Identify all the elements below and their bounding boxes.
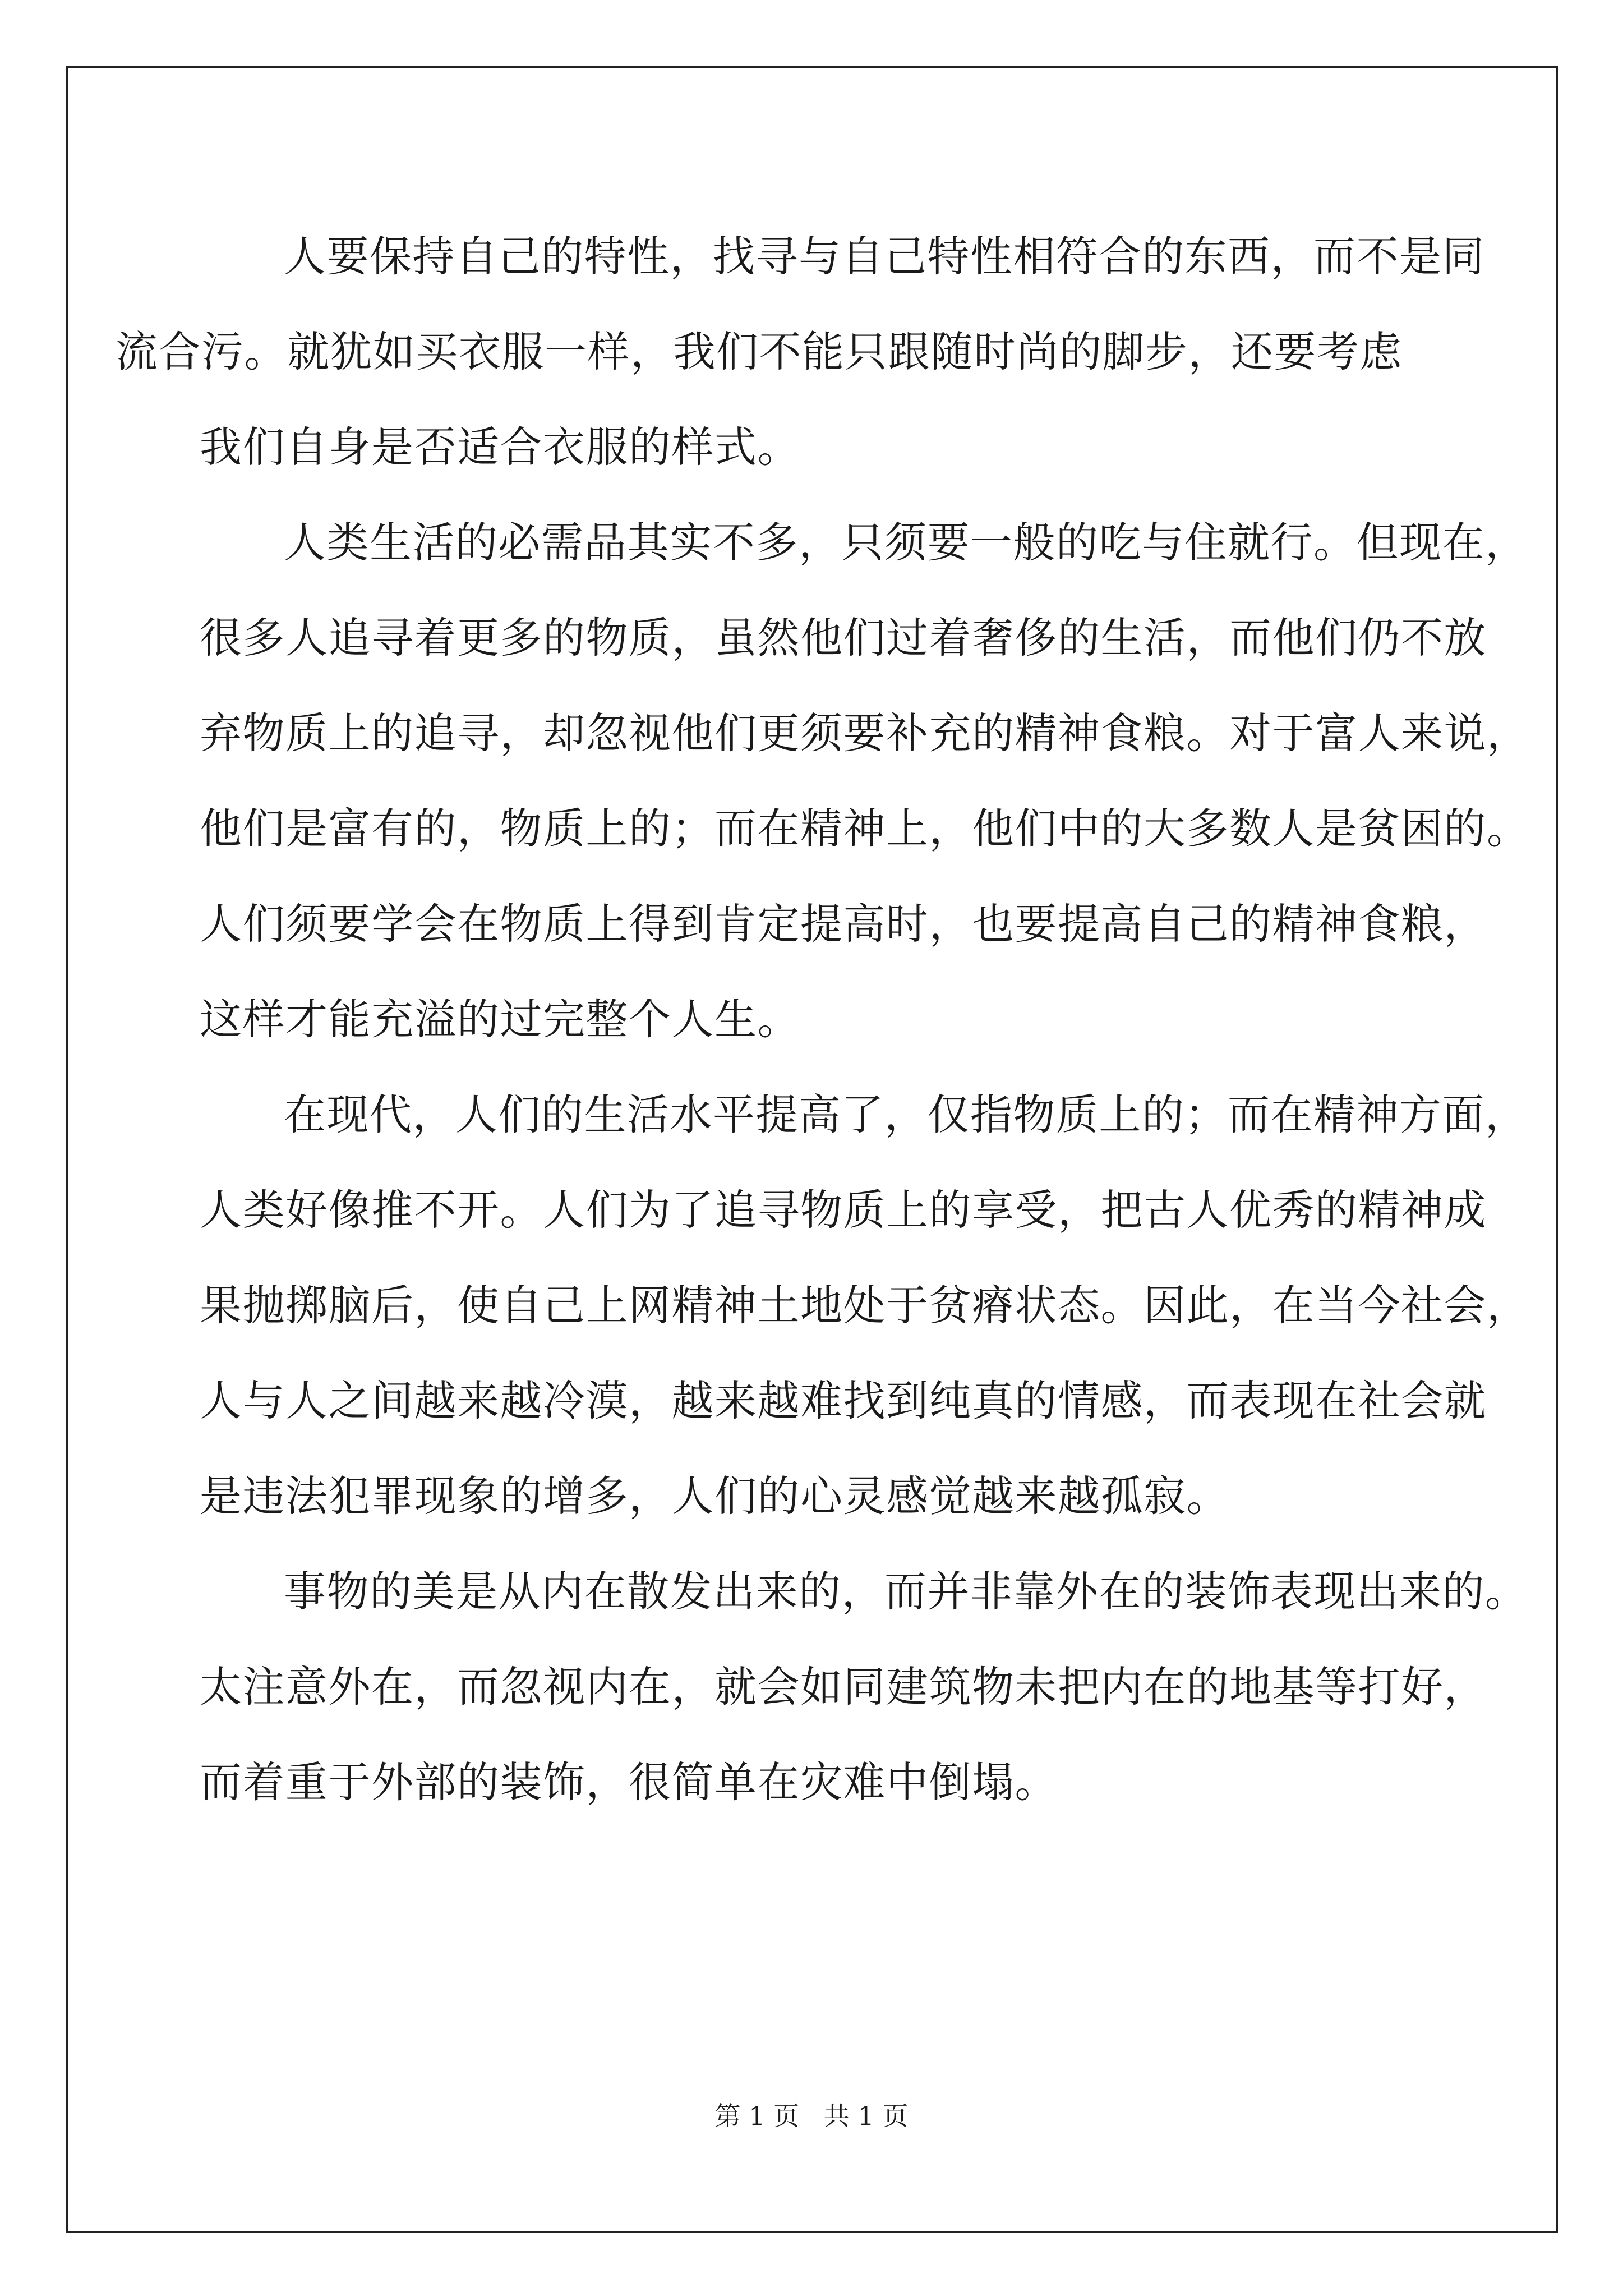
text-line: 人与人之间越来越冷漠，越来越难找到纯真的情感，而表现在社会就 — [200, 1376, 1487, 1425]
text-line: 我们自身是否适合衣服的样式。 — [200, 422, 801, 472]
text-line: 是违法犯罪现象的增多，人们的心灵感觉越来越孤寂。 — [200, 1471, 1230, 1521]
text-line: 人要保持自己的特性，找寻与自己特性相符合的东西，而不是同 — [284, 232, 1486, 281]
text-line: 在现代，人们的生活水平提高了，仅指物质上的；而在精神方面， — [284, 1090, 1528, 1139]
text-line: 弃物质上的追寻，却忽视他们更须要补充的精神食粮。对于富人来说， — [200, 708, 1530, 758]
paragraph — [200, 1544, 1528, 1830]
text-line: 太注意外在，而忽视内在，就会如同建筑物未把内在的地基等打好， — [200, 1662, 1487, 1711]
page-number-footer: 第 1 页 共 1 页 — [714, 2101, 909, 2131]
text-line: 人们须要学会在物质上得到肯定提高时，也要提高自己的精神食粮， — [200, 899, 1487, 949]
text-line: 这样才能充溢的过完整个人生。 — [200, 995, 801, 1044]
text-line: 流合污。就犹如买衣服一样，我们不能只跟随时尚的脚步，还要考虑 — [116, 327, 1403, 376]
text-line: 而着重于外部的装饰，很简单在灾难中倒塌。 — [200, 1757, 1058, 1807]
paragraph — [200, 495, 1530, 1067]
text-line: 人类好像推不开。人们为了追寻物质上的享受，把古人优秀的精神成 — [200, 1185, 1487, 1235]
paragraph — [200, 1067, 1530, 1544]
text-line: 果抛掷脑后，使自己上网精神土地处于贫瘠状态。因此，在当今社会， — [200, 1281, 1530, 1330]
text-line: 他们是富有的，物质上的；而在精神上，他们中的大多数人是贫困的。 — [200, 804, 1530, 853]
text-line: 很多人追寻着更多的物质，虽然他们过着奢侈的生活，而他们仍不放 — [200, 613, 1487, 662]
paragraph — [116, 209, 1486, 495]
document-body — [116, 209, 1530, 1830]
text-line: 人类生活的必需品其实不多，只须要一般的吃与住就行。但现在， — [284, 518, 1528, 567]
text-line: 事物的美是从内在散发出来的，而并非靠外在的装饰表现出来的。 — [284, 1567, 1528, 1616]
